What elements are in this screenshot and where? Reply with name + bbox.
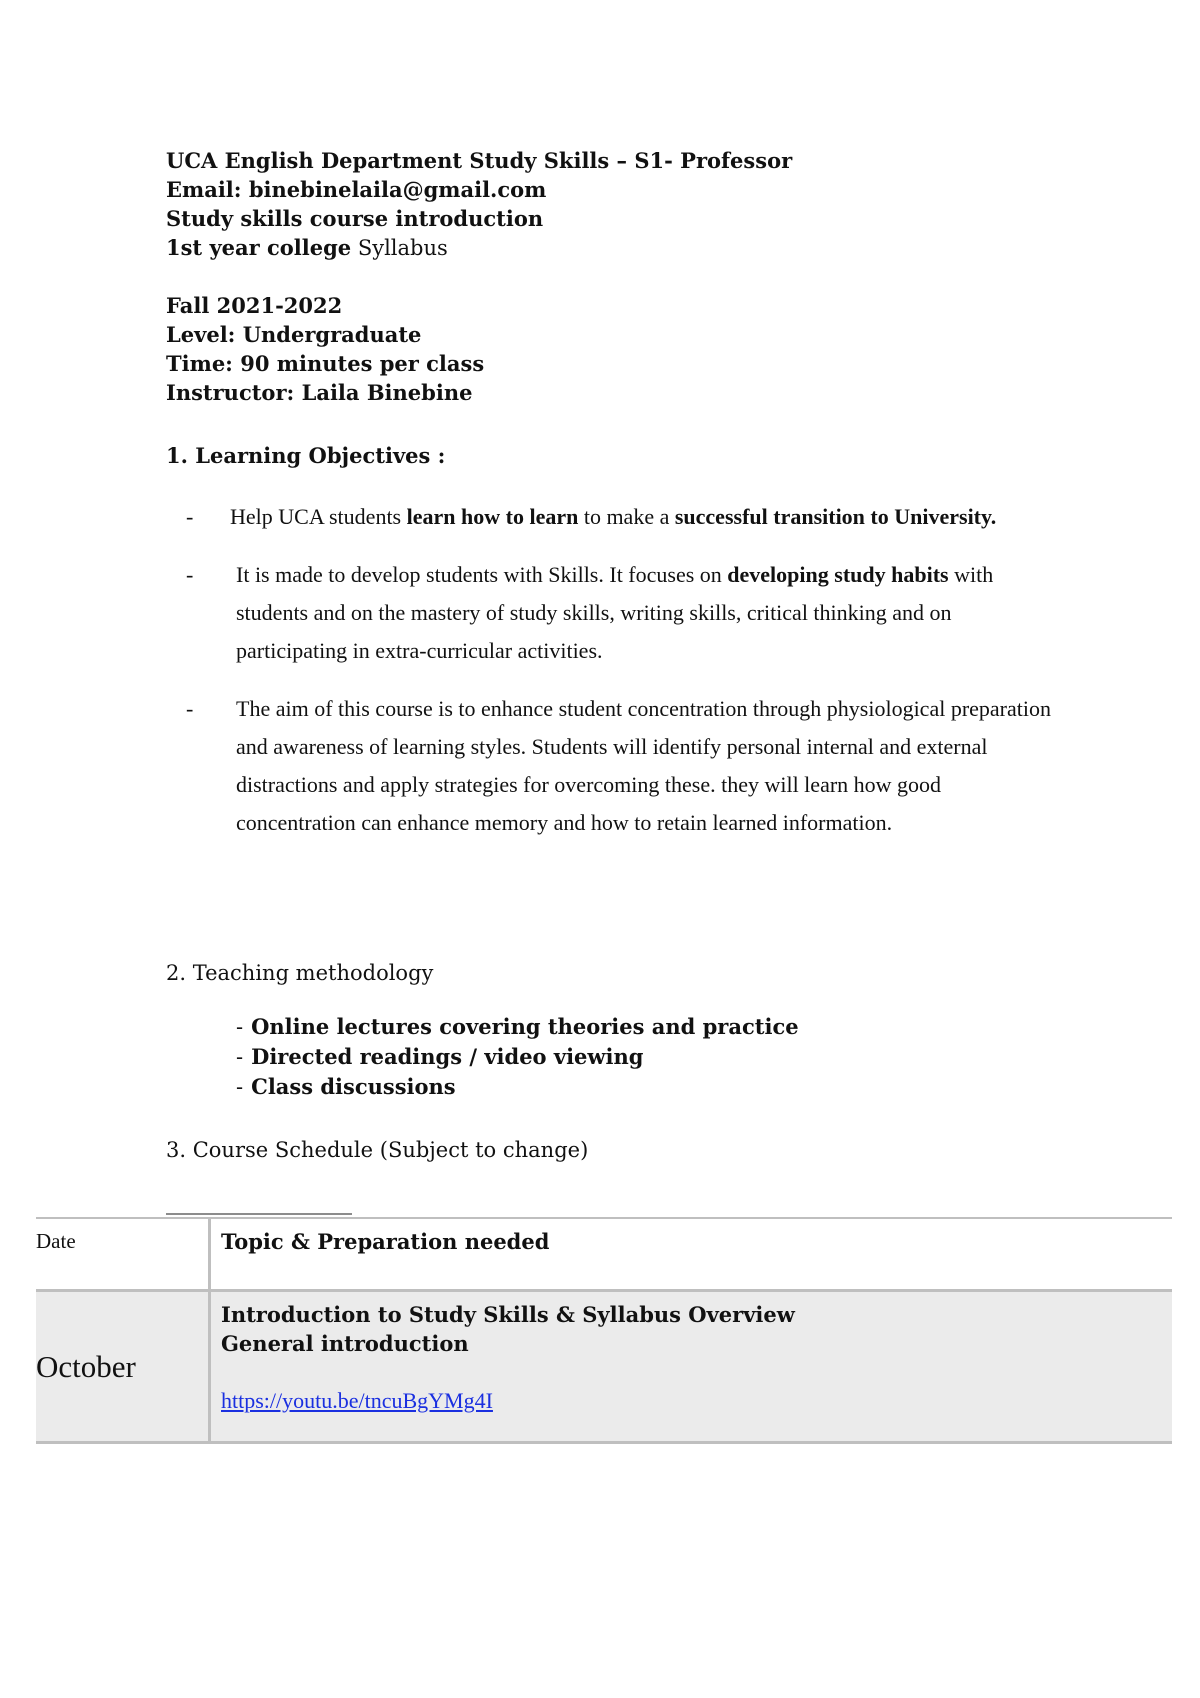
- course-header: [166, 146, 1066, 407]
- syllabus-year: 1st year college: [166, 235, 352, 260]
- cell-topic: [210, 1291, 1173, 1443]
- bullet-dash: -: [186, 562, 194, 587]
- course-title: UCA English Department Study Skills – S1- Professor: [166, 148, 793, 173]
- methodology-list: [236, 1012, 799, 1102]
- table-header-row: [36, 1218, 1172, 1291]
- cell-date: October: [36, 1291, 210, 1443]
- syllabus-word: Syllabus: [357, 236, 448, 260]
- schedule-table: [36, 1217, 1172, 1444]
- bullet-dash: -: [186, 504, 194, 529]
- column-header-date: Date: [36, 1218, 210, 1291]
- objective-item: - The aim of this course is to enhance student concentration through physiological preparation and awareness of learning styles. Students will identify personal internal and external distractions and apply strategies for overcoming these. they will learn how good concentration can enhance memory and how to retain learned information.: [186, 690, 1056, 842]
- class-time: Time: 90 minutes per class: [166, 351, 485, 376]
- topic-title: Introduction to Study Skills & Syllabus Overview: [221, 1302, 795, 1327]
- topic-subtitle: General introduction: [221, 1331, 469, 1356]
- column-header-topic: Topic & Preparation needed: [210, 1218, 1173, 1291]
- term: Fall 2021-2022: [166, 293, 343, 318]
- methodology-heading: 2. Teaching methodology: [166, 961, 434, 985]
- course-intro: Study skills course introduction: [166, 206, 544, 231]
- objective-item: - It is made to develop students with Skills. It focuses on developing study habits with students and on the mastery of study skills, writing skills, critical thinking and on participating in extra-curricular activities.: [186, 556, 1056, 670]
- syllabus-line: [166, 233, 1066, 263]
- objectives-heading: 1. Learning Objectives :: [166, 443, 446, 468]
- objective-item: - Help UCA students learn how to learn to make a successful transition to University.: [186, 498, 1056, 536]
- level: Level: Undergraduate: [166, 322, 422, 347]
- methodology-item: - Online lectures covering theories and practice: [236, 1014, 799, 1039]
- email-line: [166, 175, 1066, 204]
- divider: [166, 1213, 352, 1215]
- objectives-list: [186, 498, 1056, 842]
- methodology-item: - Directed readings / video viewing: [236, 1044, 644, 1069]
- email-address: binebinelaila@gmail.com: [248, 177, 547, 202]
- video-link[interactable]: https://youtu.be/tncuBgYMg4I: [221, 1388, 493, 1413]
- bullet-dash: -: [186, 696, 194, 721]
- email-label: Email:: [166, 177, 242, 202]
- methodology-item: - Class discussions: [236, 1074, 456, 1099]
- schedule-heading: 3. Course Schedule (Subject to change): [166, 1138, 589, 1162]
- instructor: Instructor: Laila Binebine: [166, 380, 473, 405]
- table-row: [36, 1291, 1172, 1443]
